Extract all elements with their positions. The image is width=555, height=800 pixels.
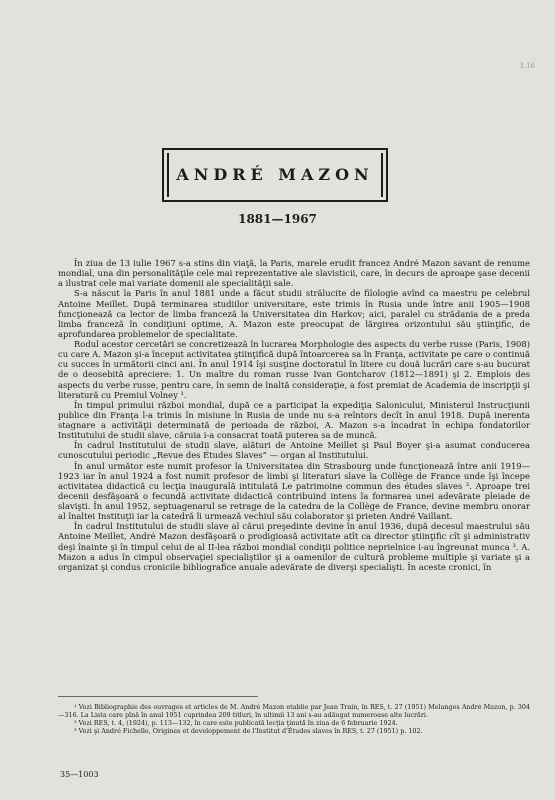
footnote: ¹ Vezi Bibliographie des ouvrages et articles de M. André Mazon etablie par Jean Train, în RES, t. 27 (1951) Melanges André Mazon, p. 304—316. La Lista care pînă în anul 1951 cuprindea 209 titluri, în ultimii 13 ani s-au adăugat numeroase alte lucrări. (58, 703, 530, 719)
paragraph: În ziua de 13 iulie 1967 s-a stins din viaţă, la Paris, marele erudit francez André Mazon savant de renume mondial, una din personalităţile cele mai reprezentative ale slavisticii, care, în decurs de aproape şase decenii a ilustrat cele mai variate domenii ale specialităţii sale. (58, 258, 530, 289)
paragraph: În cadrul Institutului de studii slave al cărui preşedinte devine în anul 1936, după decesul maestrului său Antoine Meillet, André Mazon desfăşoară o prodigioasă activitate atît ca director ştiinţific cît şi administrativ deşi înainte şi în timpul celui de al II-lea război mondial condiţii politice neprielnice i-au îngreunat munca ³. A. Mazon a adus în cimpul observaţiei specialiştilor şi a oamenilor de cultură probleme multiple şi variate şi a organizat şi condus cronicile bibliografice anuale adevărate de diverşi specialişti. În aceste cronici, în (58, 521, 530, 572)
footnote: ³ Vezi şi André Fichelle, Origines et developpement de l'Institut d'Études slaves în RES, t. 27 (1951) p. 102. (74, 727, 423, 735)
article-title: ANDRÉ MAZON (176, 165, 374, 184)
life-years: 1881—1967 (238, 212, 317, 226)
footnotes (58, 696, 530, 735)
footnote-divider (58, 696, 258, 697)
title-frame (162, 148, 388, 202)
article-body (58, 258, 530, 572)
page-corner-mark: 3.16 (519, 62, 535, 70)
paragraph: S-a născut la Paris în anul 1881 unde a făcut studii strălucite de filologie avînd ca maestru pe celebrul Antoine Meillet. După terminarea studiilor universitare, este trimis în Rusia unde între anii 1905—1908 funcţionează ca lector de limba franceză la Universitatea din Harkov; aici, paralel cu strădania de a preda limba franceză în condiţiuni optime, A. Mazon este preocupat de lărgirea orizontului său ştiinţific, de aprofundarea problemelor de specialitate. (58, 288, 530, 339)
page-number: 35—1003 (60, 770, 99, 779)
paragraph: În cadrul Institutului de studii slave, alături de Antoine Meillet şi Paul Boyer şi-a asumat conducerea cunoscutului periodic „Revue des Études Slaves” — organ al Institutului. (58, 440, 530, 461)
footnote: ² Vezi RES, t. 4, (1924), p. 113—132, în care este publicată lecţia ţinută în ziua de 6 februarie 1924. (74, 719, 398, 727)
paragraph: Rodul acestor cercetări se concretizează în lucrarea Morphologie des aspects du verbe russe (Paris, 1908) cu care A. Mazon şi-a început activitatea ştiinţifică după întoarcerea sa în Franţa, activitate pe care o continuă cu succes în următorii cinci ani. În anul 1914 îşi susţine doctoratul în litere cu două lucrări care s-au bucurat de o deosebită apreciere: 1. Un maître du roman russe Ivan Gontcharov (1812—1891) şi 2. Emplois des aspects du verbe russe, pentru care, în semn de înaltă consideraţie, a fost premiat de Academia de inscripţii şi literatură cu Premiul Volney ¹. (58, 339, 530, 400)
paragraph: În anul următor este numit profesor la Universitatea din Strasbourg unde funcţionează între anii 1919—1923 iar în anul 1924 a fost numit profesor de limbi şi literaturi slave la Collège de France unde îşi începe activitatea didactică cu lecţia inaugurală intitulată Le patrimoine commun des études slaves ². Aproape trei decenii desfăşoară o fecundă activitate didactică contribuind intens la formarea unei adevărate pleiade de slavişti. În anul 1952, septuagenarul se retrage de la catedra de la Collège de France, devine membru onorar al înaltei Instituţii iar la catedră îi urmează vechiul său colaborator şi prieten André Vaillant. (58, 460, 530, 522)
paragraph: În timpul primului război mondial, după ce a participat la expediţia Salonicului, Ministerul Instrucţiunii publice din Franţa l-a trimis în misiune în Rusia de unde nu s-a reîntors decît în anul 1918. După inerenta stagnare a activităţii determinată de perioada de război, A. Mazon s-a încadrat în echipa fondatorilor Institutului de studii slave, căruia i-a consacrat toată puterea sa de muncă. (58, 399, 530, 441)
